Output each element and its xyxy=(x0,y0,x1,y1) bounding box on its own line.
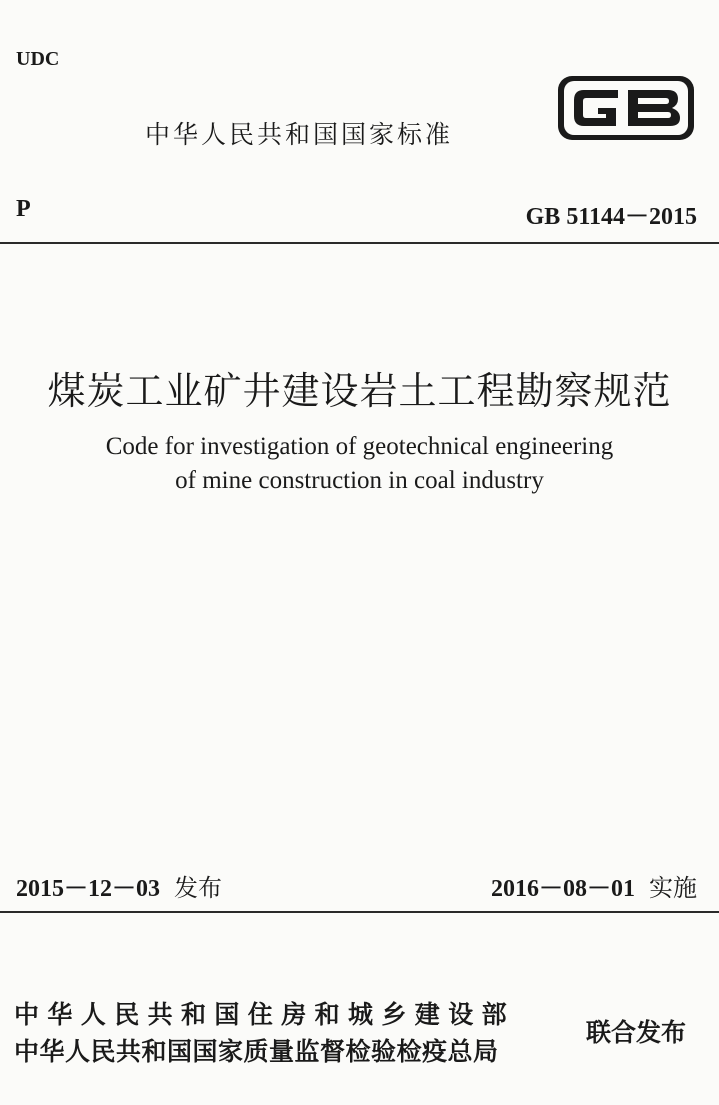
implement-date: 2016－08－01 xyxy=(491,876,635,902)
title-english xyxy=(0,430,719,498)
title-english-line-2: of mine construction in coal industry xyxy=(175,467,544,494)
issue-date: 2015－12－03 xyxy=(16,876,160,902)
issuer-ministry: 中华人民共和国住房和城乡建设部 xyxy=(14,1000,516,1029)
gb-logo xyxy=(556,72,698,142)
issuer-aqsiq: 中华人民共和国国家质量监督检验检疫总局 xyxy=(14,1037,499,1066)
category-code: P xyxy=(16,196,31,222)
title-chinese: 煤炭工业矿井建设岩土工程勘察规范 xyxy=(47,369,672,413)
title-english-line-1: Code for investigation of geotechnical engineering xyxy=(105,433,614,460)
bottom-divider xyxy=(0,911,719,913)
standard-number: GB 51144－2015 xyxy=(525,204,697,230)
standard-type: 中华人民共和国国家标准 xyxy=(145,120,454,149)
issue-date-block xyxy=(16,868,222,903)
implement-date-block xyxy=(491,868,697,903)
top-divider xyxy=(0,242,719,244)
joint-issue-label: 联合发布 xyxy=(586,1018,687,1047)
implement-label: 实施 xyxy=(649,874,697,902)
issue-label: 发布 xyxy=(174,874,222,902)
udc-label: UDC xyxy=(16,48,60,70)
